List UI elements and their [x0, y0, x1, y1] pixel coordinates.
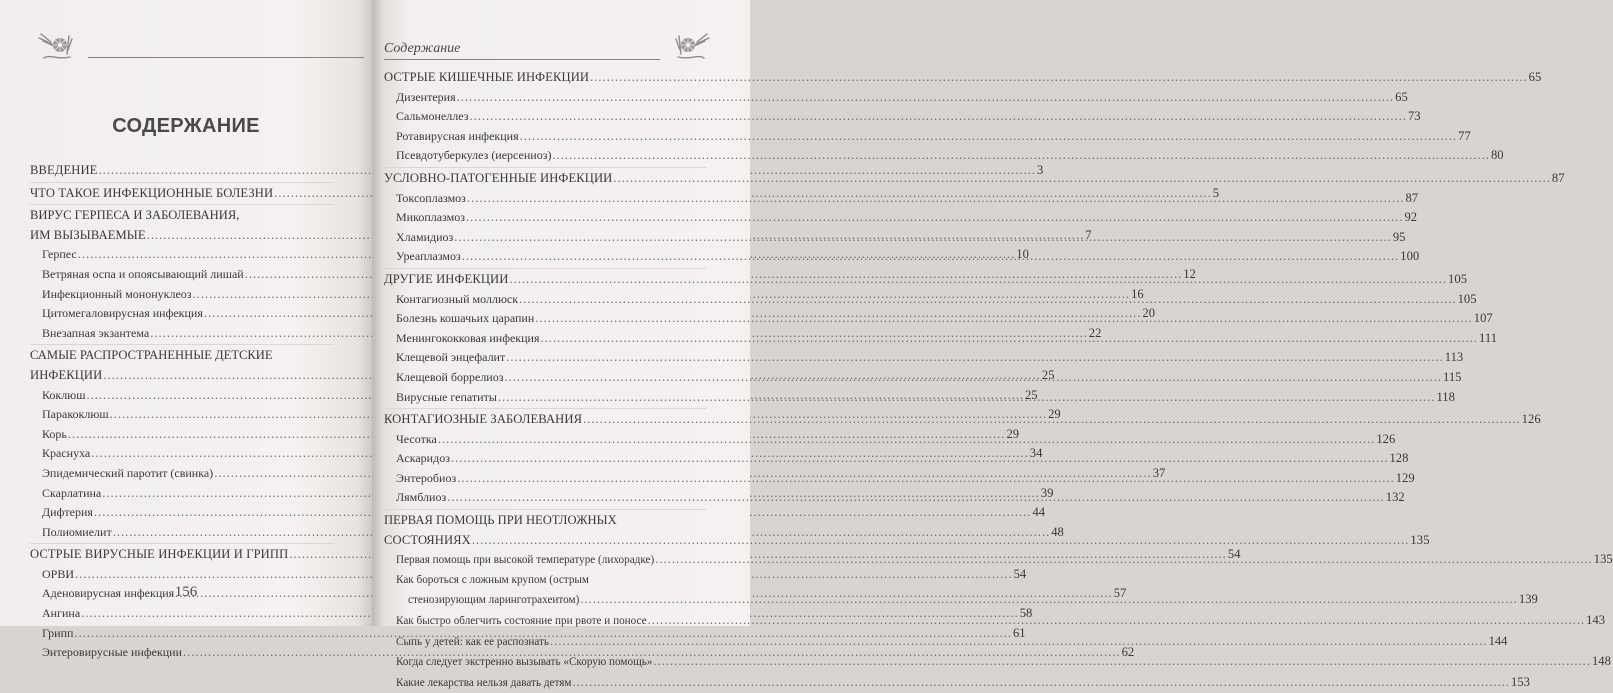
running-title: Содержание [384, 41, 461, 56]
leader-dots [447, 488, 1385, 508]
subentry-line1: Как бороться с ложным крупом (острым [396, 573, 590, 586]
leader-dots [451, 449, 1389, 469]
leader-dots [613, 169, 1551, 189]
leader-dots [583, 410, 1521, 430]
toc-subentry[interactable]: Когда следует экстренно вызывать «Скорую помощь» ..... 148 [384, 652, 706, 673]
section-title-line1: САМЫЕ РАСПРОСТРАНЕННЫЕ ДЕТСКИЕ [30, 348, 273, 363]
leader-dots [467, 189, 1405, 209]
toc-subentry[interactable]: Внезапная экзантема ..... 22 [30, 324, 334, 344]
toc-section [30, 160, 1044, 181]
toc-subentry[interactable]: Клещевой боррелиоз ..... 115 [384, 368, 706, 388]
page-folio: 156 [174, 584, 198, 600]
section-title-line1: ПЕРВАЯ ПОМОЩЬ ПРИ НЕОТЛОЖНЫХ [384, 513, 617, 528]
leader-dots [580, 590, 1518, 610]
toc-title: СОДЕРЖАНИЕ [112, 115, 260, 137]
page-number: 3 [1037, 163, 1044, 177]
toc-subentry[interactable]: Токсоплазмоз ..... 87 [384, 189, 706, 209]
toc-subentry[interactable]: Аскаридоз ..... 128 [384, 449, 706, 469]
page-number: 5 [1212, 185, 1220, 200]
toc-subentry[interactable]: Корь ..... 29 [30, 425, 334, 445]
leader-dots [454, 228, 1392, 248]
leader-dots [498, 388, 1436, 408]
toc-subentry[interactable]: Сыпь у детей: как ее распознать ..... 144 [384, 632, 706, 653]
toc-entry-common-childhood-infections[interactable]: ИНФЕКЦИИ ..... 25 [30, 366, 334, 386]
page-number: 54 [1227, 547, 1241, 562]
header-rule [88, 57, 364, 58]
leader-dots [552, 146, 1490, 166]
leader-dots [438, 430, 1376, 450]
toc-subentry[interactable]: Ветряная оспа и опоясывающий лишай ..... 12 [30, 265, 334, 285]
toc-subentry[interactable]: Грипп ..... 61 [30, 624, 334, 644]
leader-dots [472, 531, 1410, 551]
leader-dots [462, 247, 1400, 267]
leader-dots [519, 290, 1457, 310]
page-number: 7 [1085, 227, 1092, 242]
leader-dots [504, 368, 1442, 388]
toc-entry-acute-viral-infections[interactable]: ОСТРЫЕ ВИРУСНЫЕ ИНФЕКЦИИ И ГРИПП ..... 54 [30, 545, 334, 565]
page-number: 135 [1410, 532, 1430, 547]
toc-subentry[interactable]: Краснуха ..... 34 [30, 444, 334, 464]
flower-ornament-icon [668, 30, 712, 64]
toc-entry-opportunistic-infections[interactable]: УСЛОВНО-ПАТОГЕННЫЕ ИНФЕКЦИИ ..... 87 [384, 169, 706, 189]
page-number: 25 [1041, 367, 1055, 382]
leader-dots [506, 348, 1444, 368]
leader-dots [509, 270, 1447, 290]
toc-subentry[interactable]: стенозирующим ларинготрахеитом) ..... 139 [384, 590, 706, 611]
flower-ornament-icon [36, 30, 80, 64]
toc-subentry[interactable]: Инфекционный мононуклеоз ..... 16 [30, 285, 334, 305]
toc-entry-introduction[interactable]: ВВЕДЕНИЕ ..... 3 [30, 161, 334, 181]
toc-entry-first-aid[interactable]: СОСТОЯНИЯХ ..... 135 [384, 531, 706, 551]
leader-dots [535, 309, 1473, 329]
toc-section [384, 67, 1542, 166]
toc-entry-other-infections[interactable]: ДРУГИЕ ИНФЕКЦИИ ..... 105 [384, 270, 706, 290]
leader-dots [550, 632, 1488, 652]
toc-subentry[interactable]: Энтеробиоз ..... 129 [384, 469, 706, 489]
toc-entry-contagious-diseases[interactable]: КОНТАГИОЗНЫЕ ЗАБОЛЕВАНИЯ ..... 126 [384, 410, 706, 430]
page-number: 126 [1521, 412, 1541, 427]
leader-dots [653, 652, 1591, 672]
toc-subentry[interactable]: Ротавирусная инфекция ..... 77 [384, 127, 706, 147]
toc-subentry[interactable]: Цитомегаловирусная инфекция ..... 20 [30, 304, 334, 324]
toc-subentry[interactable]: Дизентерия ..... 65 [384, 88, 706, 108]
toc-subentry[interactable]: Чесотка ..... 126 [384, 430, 706, 450]
leader-dots [457, 88, 1395, 108]
toc-subentry[interactable]: Сальмонеллез ..... 73 [384, 107, 706, 127]
toc-subentry[interactable]: Хламидиоз ..... 95 [384, 228, 706, 248]
toc-subentry[interactable]: Полиомиелит ..... 48 [30, 523, 334, 543]
leader-dots [655, 550, 1593, 570]
leader-dots [648, 611, 1586, 631]
toc-subentry[interactable]: Коклюш ..... 25 [30, 386, 334, 406]
header-rule [384, 59, 660, 60]
toc-subentry[interactable]: Как быстро облегчить состояние при рвоте и поносе ..... 143 [384, 611, 706, 632]
leader-dots [457, 469, 1395, 489]
section-title-line1: ВИРУС ГЕРПЕСА И ЗАБОЛЕВАНИЯ, [30, 208, 240, 223]
toc-subentry[interactable]: Болезнь кошачьих царапин ..... 107 [384, 309, 706, 329]
page-number: 105 [1447, 271, 1468, 286]
toc-subentry[interactable]: Ангина ..... 58 [30, 604, 334, 624]
toc-entry-acute-intestinal-infections[interactable]: ОСТРЫЕ КИШЕЧНЫЕ ИНФЕКЦИИ ..... 65 [384, 68, 706, 88]
toc-subentry[interactable]: Микоплазмоз ..... 92 [384, 208, 706, 228]
page-number: 65 [1528, 70, 1542, 84]
leader-dots [466, 208, 1404, 228]
toc-subentry[interactable]: Псевдотуберкулез (иерсениоз) ..... 80 [384, 146, 706, 166]
toc-subentry[interactable]: Менингококковая инфекция ..... 111 [384, 329, 706, 349]
toc-entry-herpes-virus[interactable]: ИМ ВЫЗЫВАЕМЫЕ ..... 7 [30, 226, 334, 246]
toc-subentry[interactable]: ОРВИ ..... 54 [30, 565, 334, 585]
leader-dots [590, 68, 1528, 88]
toc-subentry[interactable]: Какие лекарства нельзя давать детям ..... 153 [384, 673, 706, 693]
leader-dots [469, 107, 1407, 127]
leader-dots [520, 127, 1458, 147]
toc-subentry[interactable]: Дифтерия ..... 44 [30, 503, 334, 523]
leader-dots [572, 673, 1510, 693]
toc-subentry[interactable]: Первая помощь при высокой температуре (лихорадке) ..... 135 [384, 550, 706, 571]
toc-subentry[interactable]: Контагиозный моллюск ..... 105 [384, 290, 706, 310]
toc-subentry[interactable]: Герпес ..... 10 [30, 245, 334, 265]
toc-subentry[interactable]: Клещевой энцефалит ..... 113 [384, 348, 706, 368]
toc-entry-what-are-infectious-diseases[interactable]: ЧТО ТАКОЕ ИНФЕКЦИОННЫЕ БОЛЕЗНИ ..... 5 [30, 184, 334, 204]
toc-subentry[interactable]: Скарлатина ..... 39 [30, 484, 334, 504]
toc-subentry[interactable]: Энтеровирусные инфекции ..... 62 [30, 643, 334, 663]
toc-subentry[interactable]: Паракоклюш ..... 29 [30, 405, 334, 425]
toc-subentry[interactable]: Эпидемический паротит (свинка) ..... 37 [30, 464, 334, 484]
leader-dots [541, 329, 1479, 349]
toc-subentry[interactable]: Аденовирусная инфекция ..... 57 [30, 584, 334, 604]
toc-subentry[interactable]: Уреаплазмоз ..... 100 [384, 247, 706, 267]
page-number: 87 [1551, 170, 1565, 185]
toc-subentry[interactable]: Вирусные гепатиты ..... 118 [384, 388, 706, 408]
toc-subentry[interactable]: Лямблиоз ..... 132 [384, 488, 706, 508]
